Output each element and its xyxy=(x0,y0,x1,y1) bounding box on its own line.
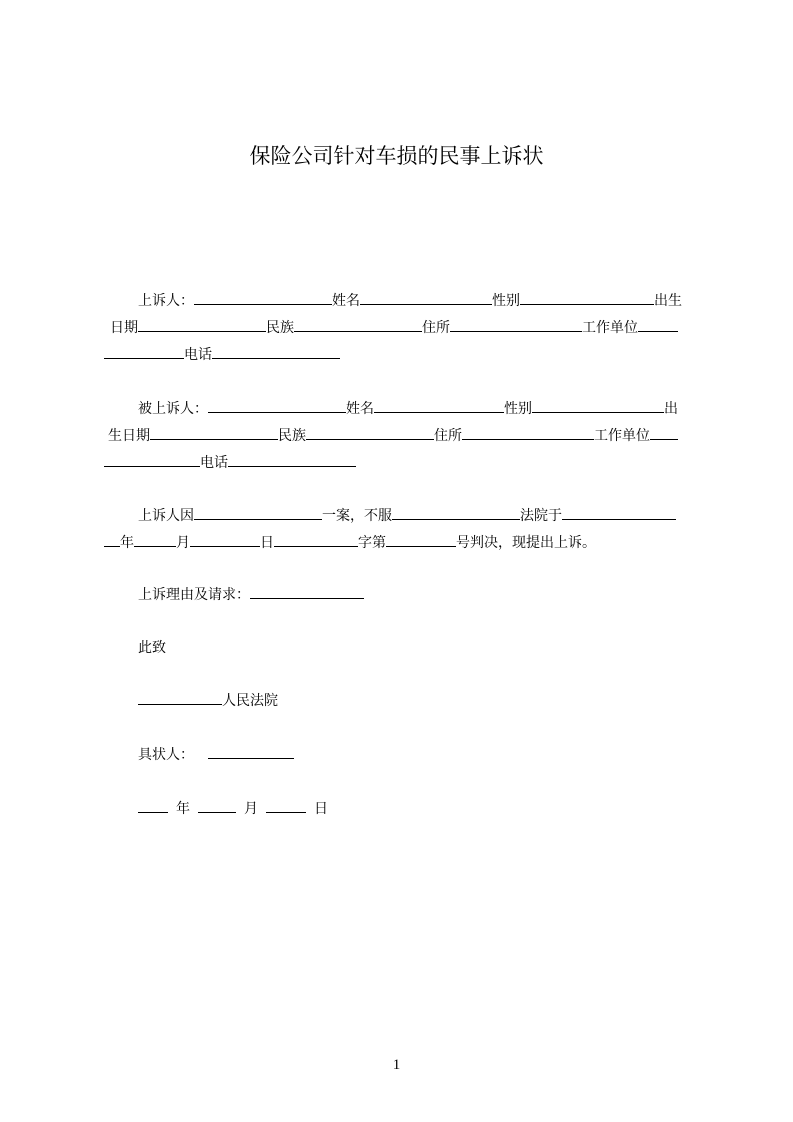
appellee-phone-label: 电话 xyxy=(200,455,228,471)
reasons-line xyxy=(138,584,364,605)
court-name-blank xyxy=(138,690,222,705)
date-line xyxy=(138,798,328,819)
appellant-ethnicity-blank xyxy=(294,317,422,332)
case-char-label: 字第 xyxy=(358,535,386,551)
appellant-address-blank xyxy=(450,317,582,332)
day-blank xyxy=(190,532,260,547)
appellee-address-label: 住所 xyxy=(434,428,462,444)
case-name-blank xyxy=(194,505,322,520)
appellant-employer-blank-2 xyxy=(104,344,184,359)
case-prefix: 上诉人因 xyxy=(138,508,194,524)
appellee-name-label: 姓名 xyxy=(346,401,374,417)
appellant-birth-label-1: 出生 xyxy=(654,293,682,309)
appellant-line-1 xyxy=(138,290,682,311)
case-day-label: 日 xyxy=(260,535,274,551)
appellant-employer-label: 工作单位 xyxy=(582,320,638,336)
appellee-employer-blank-2 xyxy=(104,452,200,467)
char-blank xyxy=(274,532,358,547)
appellant-birth-label-2: 日期 xyxy=(110,320,138,336)
appellee-gender-blank xyxy=(532,398,664,413)
number-blank xyxy=(386,532,456,547)
date-year-blank xyxy=(138,798,168,813)
case-line-2 xyxy=(104,532,596,553)
appellant-name-label: 姓名 xyxy=(332,293,360,309)
appellant-employer-blank xyxy=(638,317,678,332)
appellant-line-3 xyxy=(104,344,340,365)
appellant-phone-label: 电话 xyxy=(184,347,212,363)
appellee-address-blank xyxy=(462,425,594,440)
appellant-label: 上诉人： xyxy=(138,293,194,309)
appellant-line-2 xyxy=(110,317,678,338)
case-ending: 号判决，现提出上诉。 xyxy=(456,535,596,551)
date-year-label: 年 xyxy=(176,801,190,817)
appellee-ethnicity-blank xyxy=(306,425,434,440)
appellee-name-blank xyxy=(374,398,504,413)
date-month-label: 月 xyxy=(244,801,258,817)
court-on-label: 法院于 xyxy=(520,508,562,524)
appellee-birth-blank xyxy=(150,425,278,440)
appellee-birth-label-1: 出 xyxy=(664,401,678,417)
date-day-label: 日 xyxy=(314,801,328,817)
appellee-line-2 xyxy=(108,425,678,446)
reasons-label: 上诉理由及请求： xyxy=(138,587,250,603)
appellant-name-blank xyxy=(360,290,492,305)
appellant-ethnicity-label: 民族 xyxy=(266,320,294,336)
date-month-blank xyxy=(198,798,236,813)
reasons-blank xyxy=(250,584,364,599)
case-month-label: 月 xyxy=(176,535,190,551)
appellee-label: 被上诉人： xyxy=(138,401,208,417)
appellee-employer-label: 工作单位 xyxy=(594,428,650,444)
appellee-line-3 xyxy=(104,452,356,473)
year-blank-lead xyxy=(104,532,120,547)
appellant-birth-blank xyxy=(138,317,266,332)
signer-line xyxy=(138,744,294,765)
appellee-employer-blank xyxy=(650,425,678,440)
court-blank xyxy=(392,505,520,520)
appellant-gender-blank xyxy=(520,290,654,305)
judgment-date-blank xyxy=(562,505,676,520)
appellant-gender-label: 性别 xyxy=(492,293,520,309)
document-title: 保险公司针对车损的民事上诉状 xyxy=(249,144,544,168)
salutation: 此致 xyxy=(138,640,166,656)
appellant-blank xyxy=(194,290,332,305)
appellee-phone-blank xyxy=(228,452,356,467)
appellee-ethnicity-label: 民族 xyxy=(278,428,306,444)
appellant-address-label: 住所 xyxy=(422,320,450,336)
signer-label: 具状人： xyxy=(138,747,194,763)
appellee-line-1 xyxy=(138,398,678,419)
appellee-gender-label: 性别 xyxy=(504,401,532,417)
case-suffix: 一案，不服 xyxy=(322,508,392,524)
signer-blank xyxy=(208,744,294,759)
case-line-1 xyxy=(138,505,676,526)
appellee-birth-label-2: 生日期 xyxy=(108,428,150,444)
court-line xyxy=(138,690,278,711)
date-day-blank xyxy=(266,798,306,813)
appellant-phone-blank xyxy=(212,344,340,359)
month-blank xyxy=(134,532,176,547)
page-number: 1 xyxy=(392,1057,401,1073)
case-year-label: 年 xyxy=(120,535,134,551)
court-suffix: 人民法院 xyxy=(222,693,278,709)
appellee-blank xyxy=(208,398,346,413)
